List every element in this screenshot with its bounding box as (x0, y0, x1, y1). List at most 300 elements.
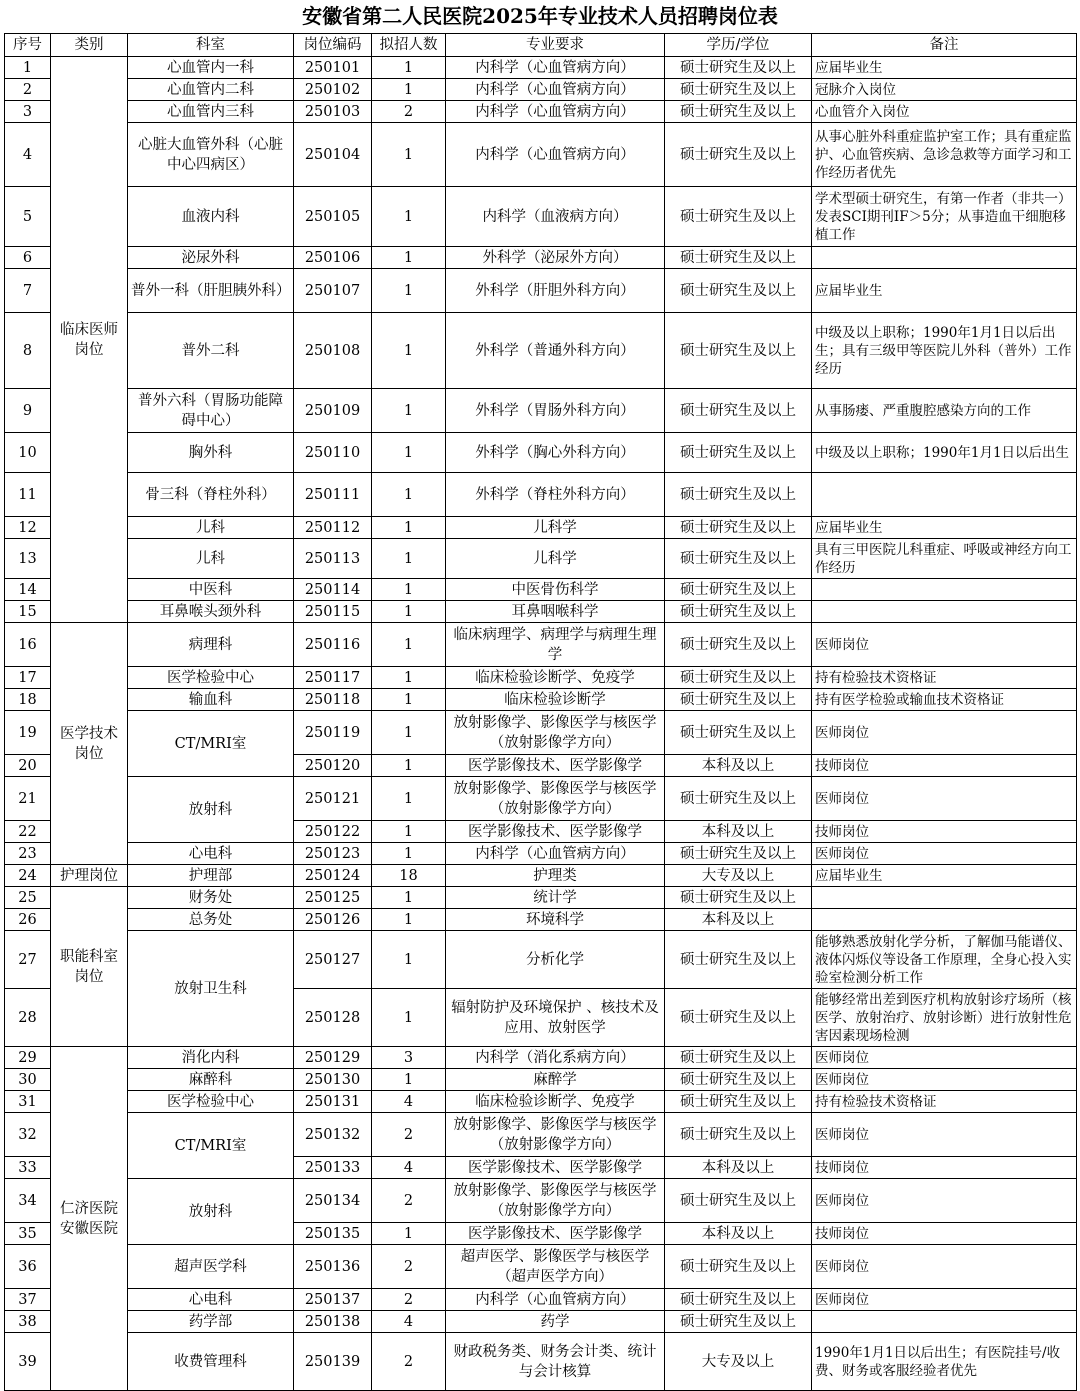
cell-code: 250121 (294, 777, 372, 821)
table-body (5, 57, 1077, 1391)
cell-major: 儿科学 (446, 517, 665, 539)
table-row (5, 187, 1077, 247)
table-row (5, 79, 1077, 101)
cell-education: 硕士研究生及以上 (665, 247, 812, 269)
cell-note: 能够经常出差到医疗机构放射诊疗场所（核医学、放射治疗、放射诊断）进行放射性危害因素现场检测 (812, 989, 1077, 1047)
cell-no: 7 (5, 269, 51, 313)
cell-education: 硕士研究生及以上 (665, 689, 812, 711)
cell-count: 1 (372, 517, 446, 539)
cell-count: 4 (372, 1157, 446, 1179)
cell-count: 1 (372, 777, 446, 821)
table-row (5, 433, 1077, 473)
cell-education: 硕士研究生及以上 (665, 579, 812, 601)
cell-major: 放射影像学、影像医学与核医学（放射影像学方向） (446, 1113, 665, 1157)
table-row (5, 689, 1077, 711)
cell-count: 1 (372, 689, 446, 711)
cell-no: 35 (5, 1223, 51, 1245)
cell-no: 5 (5, 187, 51, 247)
cell-major: 耳鼻咽喉科学 (446, 601, 665, 623)
cell-code: 250124 (294, 865, 372, 887)
cell-department: 放射科 (128, 777, 294, 843)
cell-count: 1 (372, 821, 446, 843)
cell-department: 儿科 (128, 539, 294, 579)
table-row (5, 865, 1077, 887)
cell-no: 23 (5, 843, 51, 865)
cell-education: 硕士研究生及以上 (665, 601, 812, 623)
cell-education: 硕士研究生及以上 (665, 269, 812, 313)
cell-count: 1 (372, 473, 446, 517)
cell-department: 血液内科 (128, 187, 294, 247)
cell-major: 儿科学 (446, 539, 665, 579)
cell-no: 32 (5, 1113, 51, 1157)
cell-major: 临床检验诊断学、免疫学 (446, 667, 665, 689)
cell-count: 1 (372, 57, 446, 79)
cell-code: 250106 (294, 247, 372, 269)
cell-note (812, 887, 1077, 909)
cell-code: 250115 (294, 601, 372, 623)
cell-no: 34 (5, 1179, 51, 1223)
cell-department: 收费管理科 (128, 1333, 294, 1391)
table-row (5, 473, 1077, 517)
cell-department: 普外六科（胃肠功能障碍中心） (128, 389, 294, 433)
cell-department: 病理科 (128, 623, 294, 667)
cell-education: 硕士研究生及以上 (665, 187, 812, 247)
cell-code: 250108 (294, 313, 372, 389)
cell-code: 250131 (294, 1091, 372, 1113)
cell-education: 硕士研究生及以上 (665, 843, 812, 865)
cell-count: 1 (372, 187, 446, 247)
cell-department: 麻醉科 (128, 1069, 294, 1091)
cell-education: 大专及以上 (665, 1333, 812, 1391)
cell-no: 6 (5, 247, 51, 269)
cell-major: 外科学（普通外科方向） (446, 313, 665, 389)
cell-no: 26 (5, 909, 51, 931)
cell-note (812, 1311, 1077, 1333)
cell-code: 250139 (294, 1333, 372, 1391)
cell-count: 1 (372, 711, 446, 755)
table-row (5, 313, 1077, 389)
cell-note: 持有检验技术资格证 (812, 1091, 1077, 1113)
cell-education: 硕士研究生及以上 (665, 1069, 812, 1091)
cell-count: 1 (372, 989, 446, 1047)
cell-count: 1 (372, 1069, 446, 1091)
cell-department: 胸外科 (128, 433, 294, 473)
cell-note: 技师岗位 (812, 1157, 1077, 1179)
col-header-education: 学历/学位 (665, 34, 812, 57)
cell-code: 250137 (294, 1289, 372, 1311)
cell-no: 14 (5, 579, 51, 601)
cell-code: 250127 (294, 931, 372, 989)
cell-note (812, 909, 1077, 931)
cell-no: 9 (5, 389, 51, 433)
cell-no: 2 (5, 79, 51, 101)
cell-education: 硕士研究生及以上 (665, 389, 812, 433)
cell-department: 耳鼻喉头颈外科 (128, 601, 294, 623)
cell-department: 消化内科 (128, 1047, 294, 1069)
cell-note: 具有三甲医院儿科重症、呼吸或神经方向工作经历 (812, 539, 1077, 579)
cell-major: 内科学（心血管病方向） (446, 57, 665, 79)
cell-note: 医师岗位 (812, 1113, 1077, 1157)
table-row (5, 247, 1077, 269)
cell-code: 250117 (294, 667, 372, 689)
table-row (5, 1245, 1077, 1289)
cell-note: 医师岗位 (812, 623, 1077, 667)
cell-count: 1 (372, 843, 446, 865)
cell-education: 硕士研究生及以上 (665, 123, 812, 187)
cell-note (812, 601, 1077, 623)
cell-education: 硕士研究生及以上 (665, 1091, 812, 1113)
cell-department: 护理部 (128, 865, 294, 887)
cell-education: 硕士研究生及以上 (665, 1047, 812, 1069)
cell-no: 18 (5, 689, 51, 711)
cell-major: 外科学（肝胆外科方向） (446, 269, 665, 313)
cell-no: 21 (5, 777, 51, 821)
cell-count: 3 (372, 1047, 446, 1069)
cell-department: 中医科 (128, 579, 294, 601)
cell-education: 硕士研究生及以上 (665, 433, 812, 473)
cell-no: 19 (5, 711, 51, 755)
cell-code: 250134 (294, 1179, 372, 1223)
cell-major: 外科学（胃肠外科方向） (446, 389, 665, 433)
cell-no: 1 (5, 57, 51, 79)
cell-note: 医师岗位 (812, 1245, 1077, 1289)
table-row (5, 1179, 1077, 1223)
cell-count: 1 (372, 247, 446, 269)
cell-count: 1 (372, 667, 446, 689)
cell-code: 250132 (294, 1113, 372, 1157)
cell-department: 心血管内二科 (128, 79, 294, 101)
cell-code: 250112 (294, 517, 372, 539)
cell-note: 学术型硕士研究生，有第一作者（非共一）发表SCI期刊IF＞5分；从事造血干细胞移植工作 (812, 187, 1077, 247)
cell-count: 1 (372, 313, 446, 389)
cell-department: 放射科 (128, 1179, 294, 1245)
cell-no: 15 (5, 601, 51, 623)
col-header-count: 拟招人数 (372, 34, 446, 57)
cell-major: 超声医学、影像医学与核医学（超声医学方向） (446, 1245, 665, 1289)
cell-code: 250133 (294, 1157, 372, 1179)
cell-no: 36 (5, 1245, 51, 1289)
cell-note: 医师岗位 (812, 777, 1077, 821)
cell-education: 大专及以上 (665, 865, 812, 887)
table-row (5, 777, 1077, 821)
cell-count: 18 (372, 865, 446, 887)
table-row (5, 101, 1077, 123)
cell-education: 本科及以上 (665, 1157, 812, 1179)
cell-department: CT/MRI室 (128, 1113, 294, 1179)
cell-major: 内科学（心血管病方向） (446, 101, 665, 123)
cell-count: 2 (372, 1179, 446, 1223)
cell-no: 17 (5, 667, 51, 689)
table-row (5, 667, 1077, 689)
cell-code: 250119 (294, 711, 372, 755)
cell-no: 27 (5, 931, 51, 989)
cell-count: 2 (372, 1113, 446, 1157)
col-header-department: 科室 (128, 34, 294, 57)
cell-code: 250107 (294, 269, 372, 313)
table-row (5, 1333, 1077, 1391)
cell-count: 2 (372, 101, 446, 123)
cell-major: 医学影像技术、医学影像学 (446, 1157, 665, 1179)
cell-no: 16 (5, 623, 51, 667)
table-row (5, 1047, 1077, 1069)
cell-code: 250111 (294, 473, 372, 517)
table-row (5, 539, 1077, 579)
cell-no: 25 (5, 887, 51, 909)
cell-code: 250113 (294, 539, 372, 579)
cell-note: 技师岗位 (812, 1223, 1077, 1245)
cell-note: 中级及以上职称；1990年1月1日以后出生；具有三级甲等医院儿外科（普外）工作经历 (812, 313, 1077, 389)
cell-count: 4 (372, 1091, 446, 1113)
cell-note: 应届毕业生 (812, 57, 1077, 79)
table-row (5, 517, 1077, 539)
cell-no: 24 (5, 865, 51, 887)
cell-department: 超声医学科 (128, 1245, 294, 1289)
cell-education: 硕士研究生及以上 (665, 1113, 812, 1157)
cell-count: 1 (372, 579, 446, 601)
col-header-no: 序号 (5, 34, 51, 57)
cell-no: 12 (5, 517, 51, 539)
cell-education: 硕士研究生及以上 (665, 101, 812, 123)
cell-note: 技师岗位 (812, 755, 1077, 777)
cell-no: 8 (5, 313, 51, 389)
cell-code: 250116 (294, 623, 372, 667)
cell-education: 硕士研究生及以上 (665, 79, 812, 101)
cell-department: 心血管内三科 (128, 101, 294, 123)
cell-category: 医学技术岗位 (51, 623, 128, 865)
cell-code: 250136 (294, 1245, 372, 1289)
cell-major: 护理类 (446, 865, 665, 887)
cell-code: 250129 (294, 1047, 372, 1069)
cell-education: 硕士研究生及以上 (665, 989, 812, 1047)
cell-major: 内科学（心血管病方向） (446, 79, 665, 101)
cell-note (812, 579, 1077, 601)
table-row (5, 123, 1077, 187)
cell-major: 医学影像技术、医学影像学 (446, 821, 665, 843)
cell-code: 250114 (294, 579, 372, 601)
cell-note: 从事心脏外科重症监护室工作；具有重症监护、心血管疾病、急诊急救等方面学习和工作经历者优先 (812, 123, 1077, 187)
cell-note: 应届毕业生 (812, 865, 1077, 887)
cell-no: 28 (5, 989, 51, 1047)
cell-no: 10 (5, 433, 51, 473)
cell-note: 应届毕业生 (812, 269, 1077, 313)
cell-department: 普外一科（肝胆胰外科） (128, 269, 294, 313)
cell-category: 职能科室岗位 (51, 887, 128, 1047)
cell-department: 骨三科（脊柱外科） (128, 473, 294, 517)
cell-note: 持有检验技术资格证 (812, 667, 1077, 689)
cell-major: 内科学（心血管病方向） (446, 843, 665, 865)
cell-major: 医学影像技术、医学影像学 (446, 1223, 665, 1245)
cell-code: 250104 (294, 123, 372, 187)
cell-major: 外科学（胸心外科方向） (446, 433, 665, 473)
cell-no: 37 (5, 1289, 51, 1311)
cell-department: 总务处 (128, 909, 294, 931)
cell-major: 统计学 (446, 887, 665, 909)
cell-education: 硕士研究生及以上 (665, 623, 812, 667)
cell-count: 2 (372, 1289, 446, 1311)
cell-no: 29 (5, 1047, 51, 1069)
cell-major: 临床检验诊断学 (446, 689, 665, 711)
cell-note: 应届毕业生 (812, 517, 1077, 539)
cell-major: 外科学（脊柱外科方向） (446, 473, 665, 517)
cell-no: 22 (5, 821, 51, 843)
cell-department: CT/MRI室 (128, 711, 294, 777)
table-row (5, 887, 1077, 909)
cell-category: 临床医师岗位 (51, 57, 128, 623)
cell-major: 内科学（血液病方向） (446, 187, 665, 247)
cell-count: 4 (372, 1311, 446, 1333)
cell-category: 仁济医院安徽医院 (51, 1047, 128, 1391)
table-row (5, 1289, 1077, 1311)
cell-note: 1990年1月1日以后出生；有医院挂号/收费、财务或客服经验者优先 (812, 1333, 1077, 1391)
cell-department: 心电科 (128, 843, 294, 865)
cell-department: 医学检验中心 (128, 1091, 294, 1113)
cell-note: 从事肠瘘、严重腹腔感染方向的工作 (812, 389, 1077, 433)
cell-education: 硕士研究生及以上 (665, 931, 812, 989)
cell-no: 13 (5, 539, 51, 579)
cell-education: 硕士研究生及以上 (665, 539, 812, 579)
table-row (5, 1091, 1077, 1113)
cell-count: 1 (372, 123, 446, 187)
table-row (5, 1311, 1077, 1333)
cell-count: 1 (372, 909, 446, 931)
table-row (5, 601, 1077, 623)
cell-major: 财政税务类、财务会计类、统计与会计核算 (446, 1333, 665, 1391)
cell-no: 20 (5, 755, 51, 777)
cell-count: 1 (372, 623, 446, 667)
table-row (5, 579, 1077, 601)
cell-major: 辐射防护及环境保护 、核技术及应用、放射医学 (446, 989, 665, 1047)
cell-note: 医师岗位 (812, 1047, 1077, 1069)
cell-note: 医师岗位 (812, 711, 1077, 755)
page-title: 安徽省第二人民医院2025年专业技术人员招聘岗位表 (302, 4, 778, 28)
cell-major: 内科学（消化系病方向） (446, 1047, 665, 1069)
table-row (5, 1113, 1077, 1157)
cell-department: 心血管内一科 (128, 57, 294, 79)
cell-education: 硕士研究生及以上 (665, 1179, 812, 1223)
cell-note: 医师岗位 (812, 1289, 1077, 1311)
cell-count: 1 (372, 601, 446, 623)
cell-code: 250126 (294, 909, 372, 931)
cell-department: 药学部 (128, 1311, 294, 1333)
table-row (5, 269, 1077, 313)
cell-department: 普外二科 (128, 313, 294, 389)
cell-major: 放射影像学、影像医学与核医学（放射影像学方向） (446, 1179, 665, 1223)
cell-code: 250110 (294, 433, 372, 473)
cell-major: 临床检验诊断学、免疫学 (446, 1091, 665, 1113)
cell-code: 250105 (294, 187, 372, 247)
cell-note (812, 473, 1077, 517)
col-header-category: 类别 (51, 34, 128, 57)
cell-count: 1 (372, 931, 446, 989)
table-row (5, 1069, 1077, 1091)
cell-major: 中医骨伤科学 (446, 579, 665, 601)
cell-major: 分析化学 (446, 931, 665, 989)
cell-department: 财务处 (128, 887, 294, 909)
cell-education: 硕士研究生及以上 (665, 711, 812, 755)
cell-code: 250125 (294, 887, 372, 909)
cell-note: 心血管介入岗位 (812, 101, 1077, 123)
cell-code: 250102 (294, 79, 372, 101)
cell-major: 药学 (446, 1311, 665, 1333)
recruitment-table (4, 33, 1077, 1391)
cell-department: 泌尿外科 (128, 247, 294, 269)
cell-department: 心电科 (128, 1289, 294, 1311)
cell-education: 硕士研究生及以上 (665, 1311, 812, 1333)
cell-count: 1 (372, 887, 446, 909)
cell-note: 冠脉介入岗位 (812, 79, 1077, 101)
cell-no: 33 (5, 1157, 51, 1179)
cell-count: 1 (372, 269, 446, 313)
cell-no: 4 (5, 123, 51, 187)
table-row (5, 57, 1077, 79)
cell-count: 1 (372, 389, 446, 433)
table-row (5, 843, 1077, 865)
cell-note: 技师岗位 (812, 821, 1077, 843)
cell-code: 250118 (294, 689, 372, 711)
cell-count: 1 (372, 539, 446, 579)
cell-count: 2 (372, 1333, 446, 1391)
cell-count: 1 (372, 1223, 446, 1245)
cell-code: 250130 (294, 1069, 372, 1091)
cell-note: 持有医学检验或输血技术资格证 (812, 689, 1077, 711)
cell-note: 中级及以上职称；1990年1月1日以后出生 (812, 433, 1077, 473)
cell-no: 38 (5, 1311, 51, 1333)
cell-department: 放射卫生科 (128, 931, 294, 1047)
cell-code: 250135 (294, 1223, 372, 1245)
cell-no: 39 (5, 1333, 51, 1391)
cell-code: 250120 (294, 755, 372, 777)
cell-major: 放射影像学、影像医学与核医学（放射影像学方向） (446, 777, 665, 821)
cell-education: 本科及以上 (665, 909, 812, 931)
cell-count: 1 (372, 755, 446, 777)
cell-education: 本科及以上 (665, 755, 812, 777)
cell-education: 本科及以上 (665, 821, 812, 843)
cell-no: 3 (5, 101, 51, 123)
cell-code: 250123 (294, 843, 372, 865)
cell-count: 2 (372, 1245, 446, 1289)
table-row (5, 711, 1077, 755)
cell-education: 硕士研究生及以上 (665, 473, 812, 517)
cell-department: 输血科 (128, 689, 294, 711)
table-row (5, 931, 1077, 989)
cell-department: 儿科 (128, 517, 294, 539)
col-header-note: 备注 (812, 34, 1077, 57)
cell-code: 250103 (294, 101, 372, 123)
cell-code: 250109 (294, 389, 372, 433)
cell-education: 硕士研究生及以上 (665, 667, 812, 689)
cell-major: 麻醉学 (446, 1069, 665, 1091)
cell-no: 30 (5, 1069, 51, 1091)
table-row (5, 389, 1077, 433)
cell-count: 1 (372, 433, 446, 473)
cell-note: 能够熟悉放射化学分析，了解伽马能谱仪、液体闪烁仪等设备工作原理，全身心投入实验室检测分析工作 (812, 931, 1077, 989)
cell-count: 1 (372, 79, 446, 101)
table-row (5, 909, 1077, 931)
cell-code: 250122 (294, 821, 372, 843)
cell-note: 医师岗位 (812, 1179, 1077, 1223)
cell-no: 11 (5, 473, 51, 517)
cell-major: 放射影像学、影像医学与核医学（放射影像学方向） (446, 711, 665, 755)
cell-code: 250138 (294, 1311, 372, 1333)
col-header-code: 岗位编码 (294, 34, 372, 57)
cell-education: 硕士研究生及以上 (665, 887, 812, 909)
cell-major: 外科学（泌尿外方向） (446, 247, 665, 269)
cell-major: 临床病理学、病理学与病理生理学 (446, 623, 665, 667)
cell-note: 医师岗位 (812, 843, 1077, 865)
cell-education: 硕士研究生及以上 (665, 1289, 812, 1311)
cell-category: 护理岗位 (51, 865, 128, 887)
cell-education: 本科及以上 (665, 1223, 812, 1245)
